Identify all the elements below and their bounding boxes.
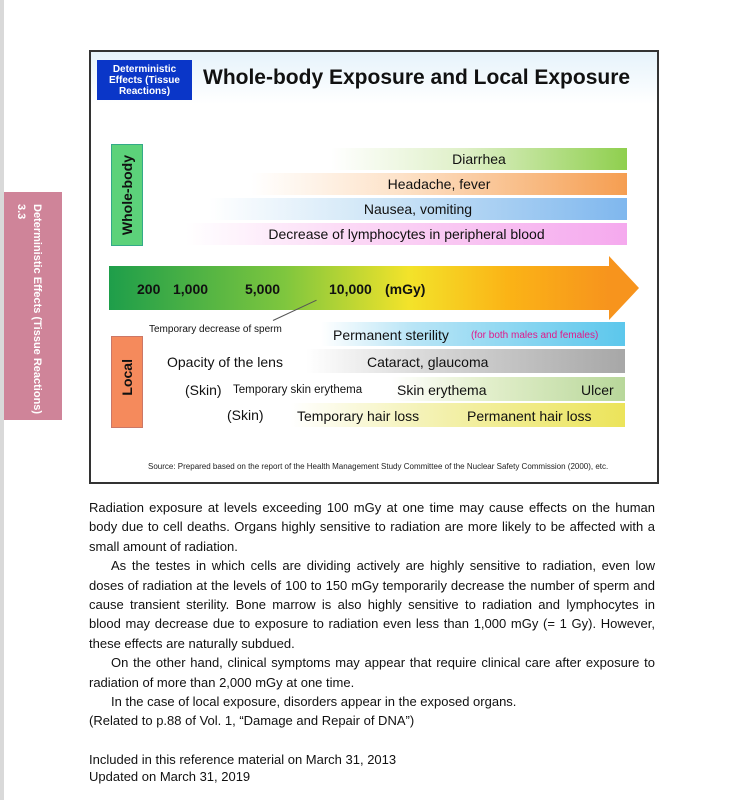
local-label: Local [111, 336, 143, 428]
ulcer-text: Ulcer [581, 382, 614, 398]
paragraph-1: Radiation exposure at levels exceeding 100 mGy at one time may cause effects on the human body due to cell deaths. Organs highly sensitive to radiation are more likely to be affected with a small amount of radiation. [89, 500, 655, 554]
perm-sterility-text: Permanent sterility [333, 327, 449, 343]
lens-text: Opacity of the lens [167, 354, 283, 370]
paragraph-3: On the other hand, clinical symptoms may appear that require clinical care after exposure to radiation of more than 2,000 mGy at one time. [89, 655, 655, 690]
erythema-text: Skin erythema [397, 382, 487, 398]
cataract-text: Cataract, glaucoma [367, 354, 489, 370]
section-number: 3.3 [15, 204, 27, 220]
figure-source: Source: Prepared based on the report of the Health Management Study Committee of the Nuclear Safety Commission (2000), etc. [148, 462, 609, 471]
section-tab [4, 192, 62, 420]
dose-200: 200 [137, 281, 161, 297]
perm-hair-text: Permanent hair loss [467, 408, 592, 424]
dose-1000: 1,000 [173, 281, 209, 297]
dose-10000: 10,000 [329, 281, 372, 297]
band-diarrhea: Diarrhea [331, 148, 627, 170]
body-text [89, 498, 655, 731]
section-title: Deterministic Effects (Tissue Reactions) [31, 204, 43, 415]
paragraph-2: As the testes in which cells are dividing actively are highly sensitive to radiation, even low doses of radiation at the levels of 100 to 150 mGy temporarily decrease the number of sperm and cause transient sterility. Bone marrow is also highly sensitive to radiation and lymphocytes in blood may decrease due to exposure to radiation even less than 1,000 mGy (= 1 Gy). However, these effects are naturally subdued. [89, 558, 655, 651]
included-date: Included in this reference material on March 31, 2013 [89, 752, 397, 767]
dose-unit: (mGy) [385, 281, 426, 297]
whole-body-label: Whole-body [111, 144, 143, 246]
dose-arrow-head [609, 256, 639, 320]
dose-5000: 5,000 [245, 281, 281, 297]
footer [89, 751, 396, 785]
figure-badge: Deterministic Effects (Tissue Reactions) [97, 60, 192, 100]
paragraph-4: In the case of local exposure, disorders appear in the exposed organs. [111, 694, 517, 710]
band-headache: Headache, fever [251, 173, 627, 195]
temp-hair-text: Temporary hair loss [297, 408, 420, 424]
updated-date: Updated on March 31, 2019 [89, 769, 251, 784]
temp-erythema-text: Temporary skin erythema [233, 384, 363, 396]
figure-title: Whole-body Exposure and Local Exposure [203, 66, 631, 89]
figure-frame [89, 50, 659, 484]
perm-sterility-note: (for both males and females) [471, 330, 599, 341]
skin-tag: (Skin) [185, 382, 222, 398]
band-nausea: Nausea, vomiting [209, 198, 627, 220]
paragraph-5: (Related to p.88 of Vol. 1, “Damage and Repair of DNA”) [89, 713, 415, 729]
temp-sperm-text: Temporary decrease of sperm [149, 324, 282, 335]
figure-title-bar [91, 52, 657, 104]
skin-tag-2: (Skin) [227, 407, 264, 423]
band-lymphocytes: Decrease of lymphocytes in peripheral blood [186, 223, 627, 245]
